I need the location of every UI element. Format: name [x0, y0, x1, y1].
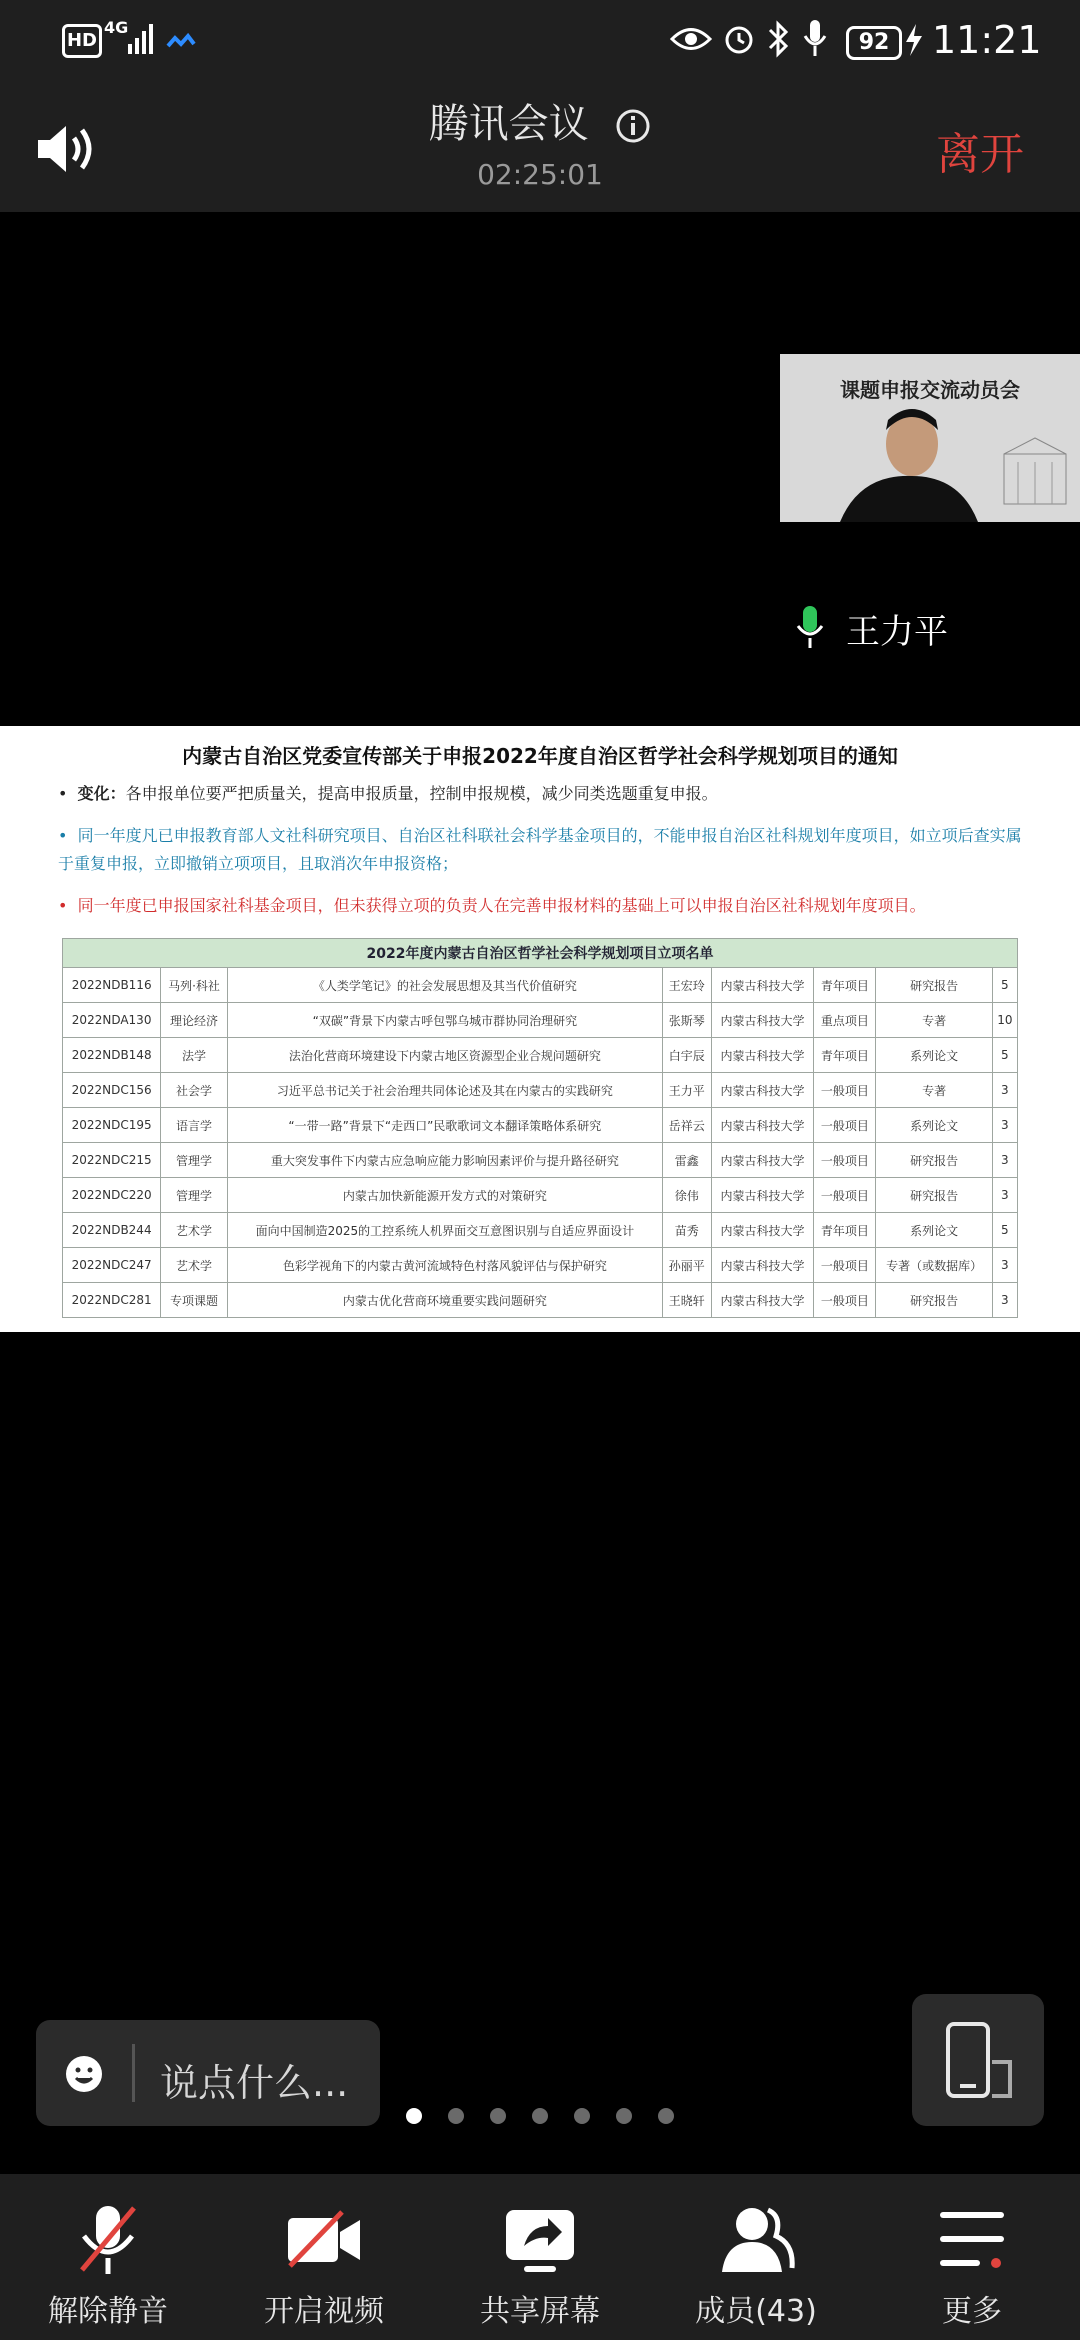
- table-cell: 研究报告: [876, 968, 992, 1003]
- shared-screen[interactable]: [0, 726, 1080, 1332]
- table-header: 2022年度内蒙古自治区哲学社会科学规划项目立项名单: [63, 939, 1018, 968]
- page-indicator: [404, 2106, 684, 2126]
- table-cell: 3: [992, 1178, 1017, 1213]
- battery-indicator: 92: [846, 26, 902, 60]
- table-cell: 一般项目: [814, 1073, 876, 1108]
- table-row: [63, 1003, 1018, 1038]
- table-cell: 5: [992, 1213, 1017, 1248]
- table-cell: 内蒙古科技大学: [711, 1038, 814, 1073]
- page-dot: [532, 2108, 548, 2124]
- table-cell: 系列论文: [876, 1213, 992, 1248]
- page-dot: [574, 2108, 590, 2124]
- participant-silhouette: [820, 404, 980, 522]
- table-cell: 研究报告: [876, 1283, 992, 1318]
- table-cell: 2022NDC215: [63, 1143, 161, 1178]
- bluetooth-icon: [766, 20, 790, 58]
- table-cell: 3: [992, 1248, 1017, 1283]
- table-cell: 2022NDB116: [63, 968, 161, 1003]
- table-cell: 3: [992, 1108, 1017, 1143]
- table-cell: 一般项目: [814, 1283, 876, 1318]
- info-icon[interactable]: [615, 108, 651, 144]
- table-cell: 3: [992, 1143, 1017, 1178]
- wifi-icon: [166, 32, 196, 52]
- speaker-name: 王力平: [846, 612, 948, 652]
- table-cell: 内蒙古科技大学: [711, 1108, 814, 1143]
- table-cell: 2022NDB148: [63, 1038, 161, 1073]
- table-cell: 2022NDB244: [63, 1213, 161, 1248]
- table-cell: 马列·科社: [161, 968, 227, 1003]
- page-dot: [406, 2108, 422, 2124]
- table-cell: 王力平: [663, 1073, 712, 1108]
- table-cell: 系列论文: [876, 1038, 992, 1073]
- leave-button[interactable]: 离开: [936, 129, 1024, 180]
- mic-off-icon: [68, 2202, 148, 2278]
- table-cell: 3: [992, 1283, 1017, 1318]
- notice-bullet-2: • 同一年度凡已申报教育部人文社科研究项目、自治区社科联社会科学基金项目的，不能申报自治区社科规划年度项目，如立项后查实属于重复申报，立即撤销立项项目，且取消次年申报资格；: [58, 826, 1022, 873]
- switch-view-button[interactable]: [912, 1994, 1044, 2126]
- table-cell: 2022NDC281: [63, 1283, 161, 1318]
- table-cell: 重大突发事件下内蒙古应急响应能力影响因素评价与提升路径研究: [227, 1143, 662, 1178]
- table-cell: 专著: [876, 1003, 992, 1038]
- signal-icon: [128, 22, 154, 54]
- table-cell: 2022NDC156: [63, 1073, 161, 1108]
- table-cell: 内蒙古科技大学: [711, 1178, 814, 1213]
- table-cell: 青年项目: [814, 1038, 876, 1073]
- table-cell: 内蒙古科技大学: [711, 1248, 814, 1283]
- table-cell: 专著（或数据库）: [876, 1248, 992, 1283]
- meeting-timer: 02:25:01: [477, 158, 603, 191]
- eye-icon: [670, 24, 712, 54]
- table-cell: 研究报告: [876, 1178, 992, 1213]
- phone-rotate-icon: [942, 2022, 1018, 2100]
- page-dot: [658, 2108, 674, 2124]
- table-cell: 王晓轩: [663, 1283, 712, 1318]
- table-cell: “双碳”背景下内蒙古呼包鄂乌城市群协同治理研究: [227, 1003, 662, 1038]
- table-row: [63, 1213, 1018, 1248]
- share-screen-button[interactable]: [440, 2174, 640, 2340]
- table-cell: 10: [992, 1003, 1017, 1038]
- more-label: 更多: [942, 2294, 1002, 2329]
- bullet-lead: 变化：: [77, 784, 126, 803]
- table-cell: 专著: [876, 1073, 992, 1108]
- table-cell: 2022NDA130: [63, 1003, 161, 1038]
- page-dot: [448, 2108, 464, 2124]
- table-cell: 岳祥云: [663, 1108, 712, 1143]
- project-table: [62, 938, 1018, 1318]
- table-cell: 专项课题: [161, 1283, 227, 1318]
- table-row: [63, 968, 1018, 1003]
- participant-video[interactable]: [780, 354, 1080, 522]
- table-cell: 5: [992, 1038, 1017, 1073]
- bullet-text: 同一年度凡已申报教育部人文社科研究项目、自治区社科联社会科学基金项目的，不能申报自治区社科规划年度项目，如立项后查实属于重复申报，立即撤销立项项目，且取消次年申报资格；: [58, 826, 1022, 873]
- share-screen-label: 共享屏幕: [480, 2294, 600, 2329]
- table-row: [63, 1073, 1018, 1108]
- video-banner-text: 课题申报交流动员会: [840, 378, 1020, 402]
- share-screen-icon: [500, 2202, 580, 2278]
- table-cell: 白宇辰: [663, 1038, 712, 1073]
- table-cell: 习近平总书记关于社会治理共同体论述及其在内蒙古的实践研究: [227, 1073, 662, 1108]
- table-row: [63, 1178, 1018, 1213]
- table-cell: 系列论文: [876, 1108, 992, 1143]
- emoji-icon[interactable]: [62, 2052, 106, 2096]
- clock: 11:21: [932, 18, 1042, 62]
- more-menu-icon: [932, 2202, 1012, 2278]
- members-button[interactable]: [656, 2174, 856, 2340]
- charging-icon: [904, 24, 924, 56]
- table-cell: 2022NDC220: [63, 1178, 161, 1213]
- video-off-icon: [284, 2202, 364, 2278]
- table-row: [63, 1283, 1018, 1318]
- chat-placeholder[interactable]: 说点什么...: [160, 2061, 349, 2105]
- table-cell: 内蒙古加快新能源开发方式的对策研究: [227, 1178, 662, 1213]
- table-cell: 研究报告: [876, 1143, 992, 1178]
- table-row: [63, 1143, 1018, 1178]
- members-icon: [716, 2202, 796, 2278]
- table-cell: 法治化营商环境建设下内蒙古地区资源型企业合规问题研究: [227, 1038, 662, 1073]
- unmute-label: 解除静音: [48, 2294, 168, 2329]
- table-cell: 徐伟: [663, 1178, 712, 1213]
- table-cell: 内蒙古科技大学: [711, 1213, 814, 1248]
- table-cell: 内蒙古优化营商环境重要实践问题研究: [227, 1283, 662, 1318]
- speaking-mic-icon: [794, 604, 826, 650]
- alarm-icon: [722, 22, 756, 56]
- table-cell: 3: [992, 1073, 1017, 1108]
- table-cell: “一带一路”背景下“走西口”民歌歌词文本翻译策略体系研究: [227, 1108, 662, 1143]
- table-cell: 雷鑫: [663, 1143, 712, 1178]
- table-cell: 青年项目: [814, 1213, 876, 1248]
- bullet-text: 同一年度已申报国家社科基金项目，但未获得立项的负责人在完善申报材料的基础上可以申报自治区社科规划年度项目。: [77, 896, 926, 915]
- table-cell: 孙丽平: [663, 1248, 712, 1283]
- notice-bullet-3: • 同一年度已申报国家社科基金项目，但未获得立项的负责人在完善申报材料的基础上可以申报自治区社科规划年度项目。: [58, 896, 926, 915]
- table-cell: 内蒙古科技大学: [711, 1073, 814, 1108]
- meeting-title-text: 腾讯会议: [428, 101, 589, 147]
- building-sketch: [994, 434, 1076, 514]
- table-cell: 内蒙古科技大学: [711, 1003, 814, 1038]
- table-cell: 内蒙古科技大学: [711, 968, 814, 1003]
- members-label: 成员(43): [695, 2294, 817, 2329]
- table-cell: 一般项目: [814, 1248, 876, 1283]
- table-cell: 王宏玲: [663, 968, 712, 1003]
- table-cell: 管理学: [161, 1143, 227, 1178]
- notice-bullet-1: • 变化：各申报单位要严把质量关，提高申报质量，控制申报规模，减少同类选题重复申报。: [58, 784, 718, 803]
- table-cell: 重点项目: [814, 1003, 876, 1038]
- hd-badge: HD: [62, 24, 102, 58]
- unmute-button[interactable]: [8, 2174, 208, 2340]
- table-cell: 2022NDC247: [63, 1248, 161, 1283]
- table-row: [63, 1248, 1018, 1283]
- meeting-title[interactable]: [0, 92, 1080, 149]
- table-row: [63, 1038, 1018, 1073]
- table-cell: 内蒙古科技大学: [711, 1283, 814, 1318]
- table-cell: 法学: [161, 1038, 227, 1073]
- table-cell: 张斯琴: [663, 1003, 712, 1038]
- table-cell: 内蒙古科技大学: [711, 1143, 814, 1178]
- table-cell: 社会学: [161, 1073, 227, 1108]
- table-cell: 青年项目: [814, 968, 876, 1003]
- table-cell: 理论经济: [161, 1003, 227, 1038]
- table-cell: 苗秀: [663, 1213, 712, 1248]
- table-cell: 一般项目: [814, 1178, 876, 1213]
- table-cell: 艺术学: [161, 1248, 227, 1283]
- table-cell: 语言学: [161, 1108, 227, 1143]
- bullet-text: 各申报单位要严把质量关，提高申报质量，控制申报规模，减少同类选题重复申报。: [125, 784, 718, 803]
- status-bar: [0, 0, 1080, 80]
- start-video-label: 开启视频: [264, 2294, 384, 2329]
- start-video-button[interactable]: [224, 2174, 424, 2340]
- table-cell: 艺术学: [161, 1213, 227, 1248]
- page-dot: [490, 2108, 506, 2124]
- table-cell: 2022NDC195: [63, 1108, 161, 1143]
- table-cell: 面向中国制造2025的工控系统人机界面交互意图识别与自适应界面设计: [227, 1213, 662, 1248]
- more-button[interactable]: [872, 2174, 1072, 2340]
- table-cell: 一般项目: [814, 1108, 876, 1143]
- table-cell: 管理学: [161, 1178, 227, 1213]
- document-title: 内蒙古自治区党委宣传部关于申报2022年度自治区哲学社会科学规划项目的通知: [182, 744, 898, 768]
- chat-divider: [132, 2044, 135, 2102]
- table-row: [63, 1108, 1018, 1143]
- page-dot: [616, 2108, 632, 2124]
- table-cell: 《人类学笔记》的社会发展思想及其当代价值研究: [227, 968, 662, 1003]
- table-cell: 5: [992, 968, 1017, 1003]
- table-cell: 色彩学视角下的内蒙古黄河流域特色村落风貌评估与保护研究: [227, 1248, 662, 1283]
- network-type: 4G: [104, 18, 129, 37]
- table-cell: 一般项目: [814, 1143, 876, 1178]
- mic-status-icon: [802, 18, 828, 58]
